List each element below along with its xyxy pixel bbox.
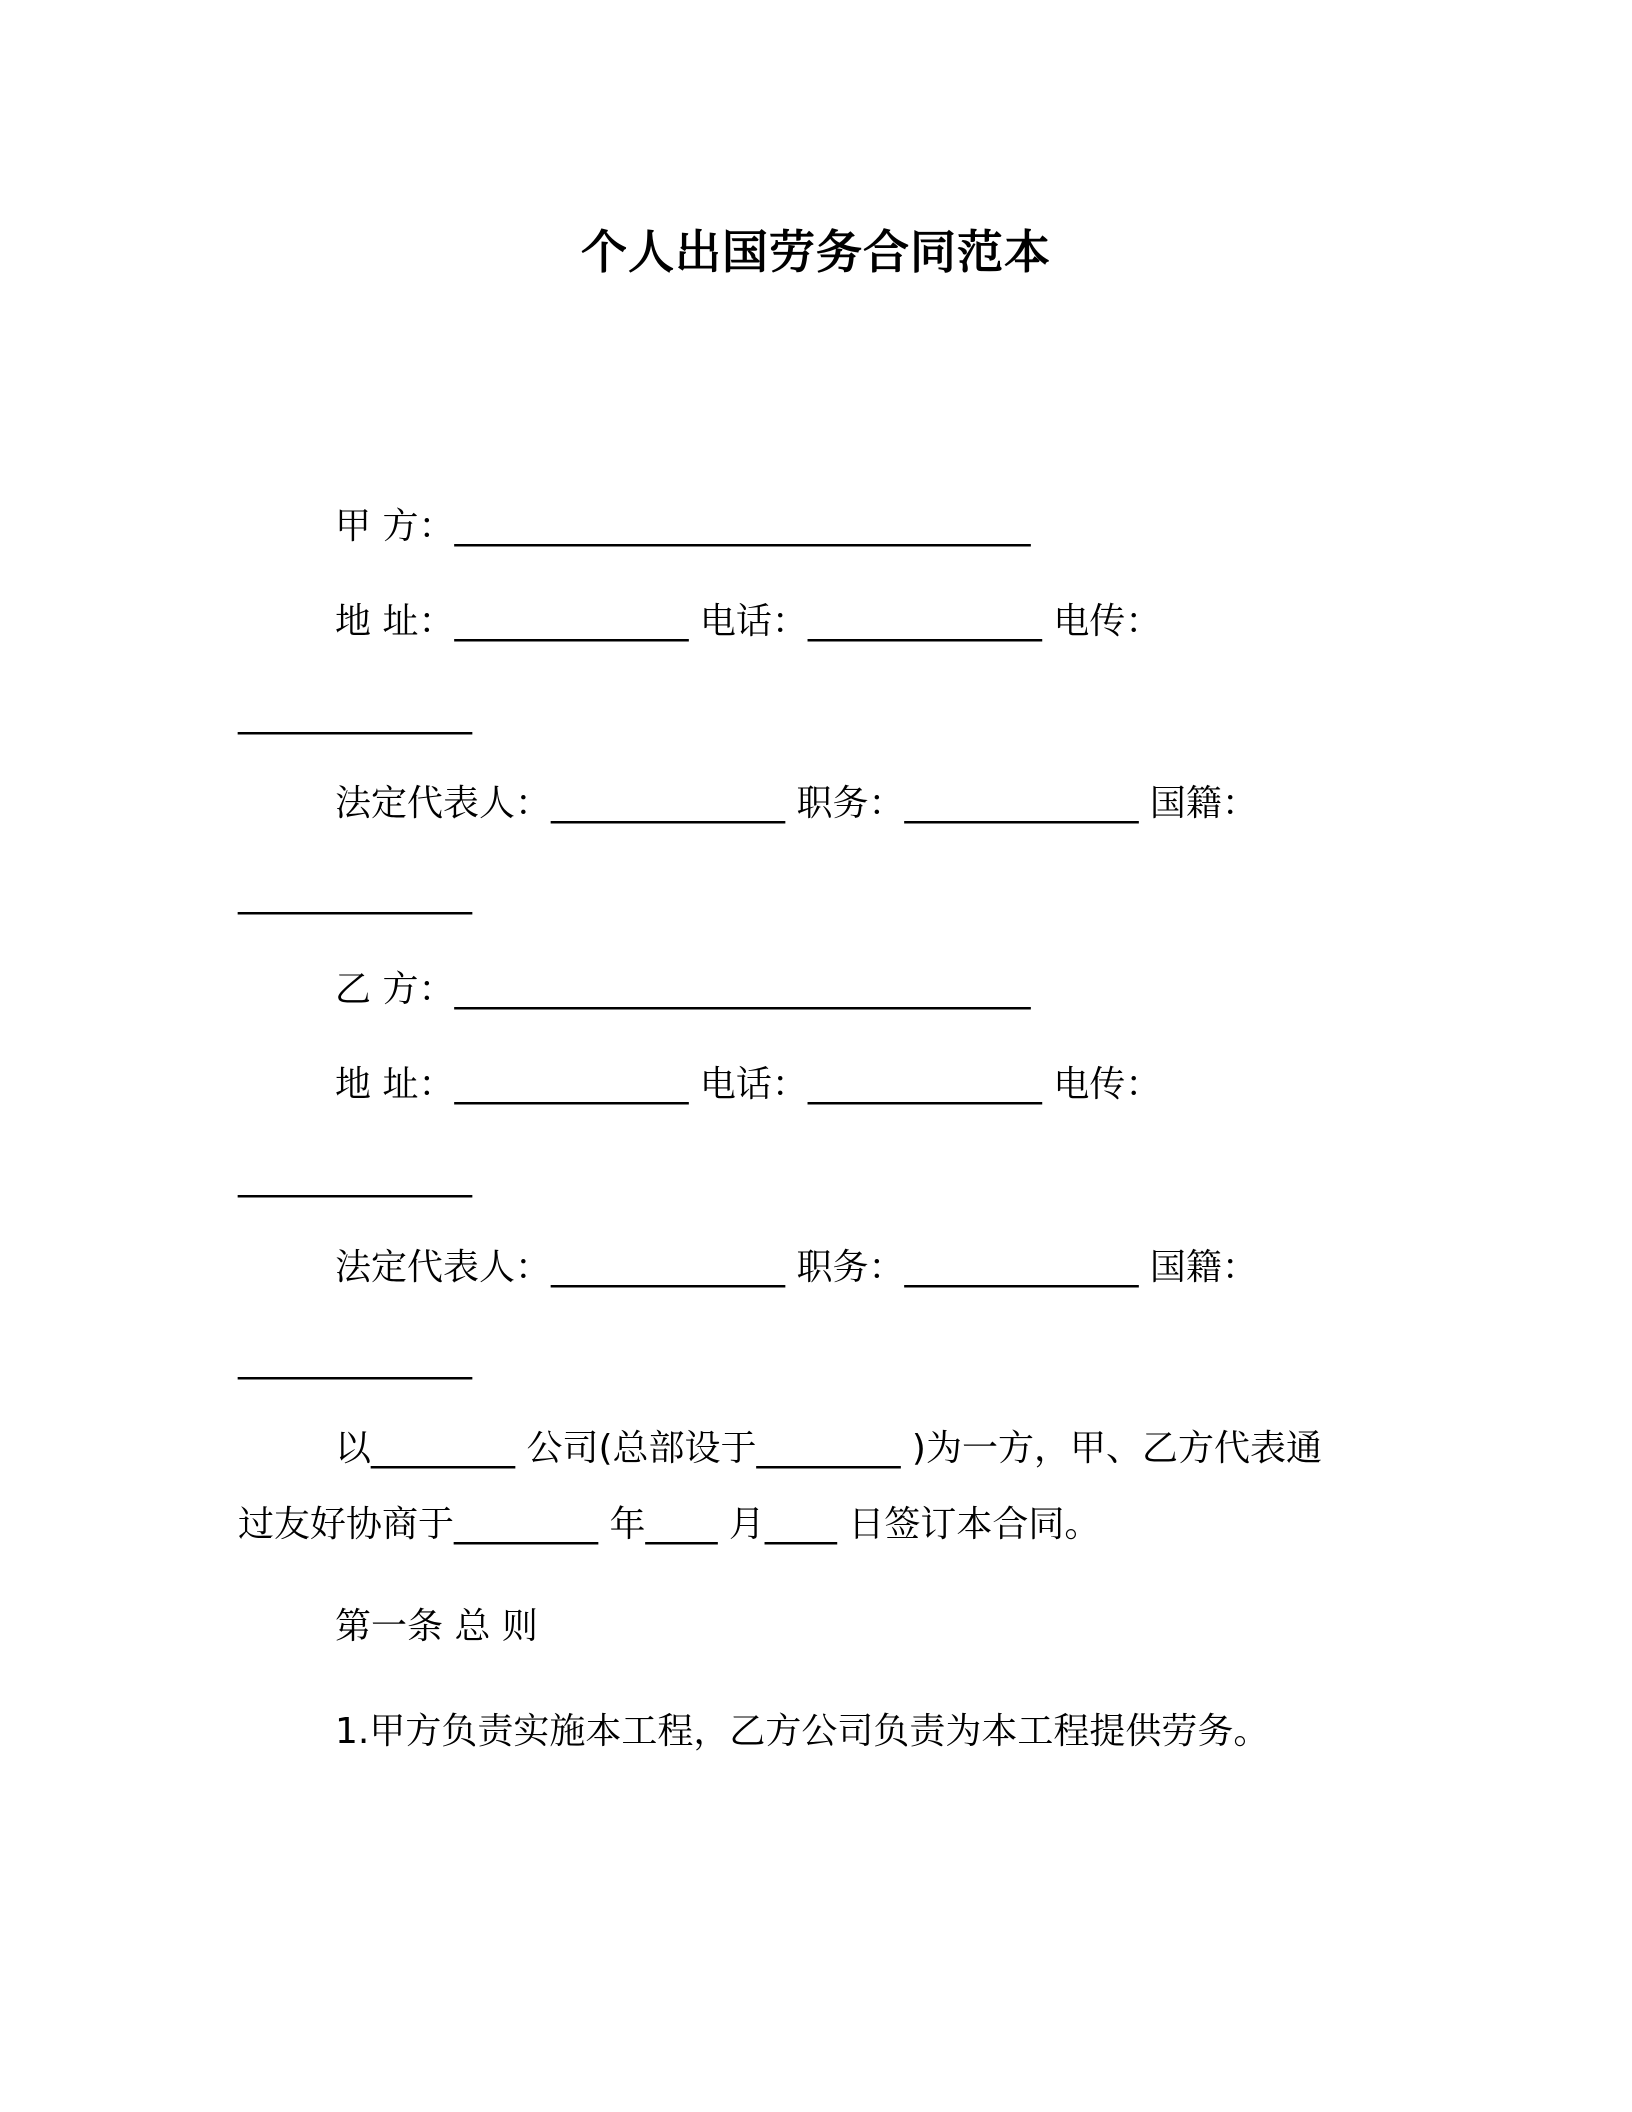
party-a-contact-line: 地 址：_____________ 电话：_____________ 电传： bbox=[335, 601, 1162, 642]
document-title: 个人出国劳务合同范本 bbox=[581, 225, 1051, 279]
party-b-name-line: 乙 方：________________________________ bbox=[335, 969, 1031, 1010]
agreement-paragraph-line-1: 以________ 公司(总部设于________ )为一方，甲、乙方代表通 bbox=[335, 1428, 1322, 1469]
agreement-paragraph-line-2: 过友好协商于________ 年____ 月____ 日签订本合同。 bbox=[238, 1504, 1101, 1545]
party-b-fax-blank: _____________ bbox=[238, 1157, 472, 1198]
party-a-nationality-blank: _____________ bbox=[238, 874, 472, 915]
party-b-nationality-blank: _____________ bbox=[238, 1339, 472, 1380]
article-1-clause-1: 1.甲方负责实施本工程，乙方公司负责为本工程提供劳务。 bbox=[335, 1711, 1270, 1752]
party-b-representative-line: 法定代表人：_____________ 职务：_____________ 国籍： bbox=[335, 1247, 1258, 1288]
party-b-contact-line: 地 址：_____________ 电话：_____________ 电传： bbox=[335, 1064, 1162, 1105]
party-a-name-line: 甲 方：________________________________ bbox=[335, 506, 1031, 547]
party-a-representative-line: 法定代表人：_____________ 职务：_____________ 国籍： bbox=[335, 783, 1258, 824]
party-a-fax-blank: _____________ bbox=[238, 694, 472, 735]
article-1-heading: 第一条 总 则 bbox=[335, 1606, 538, 1647]
